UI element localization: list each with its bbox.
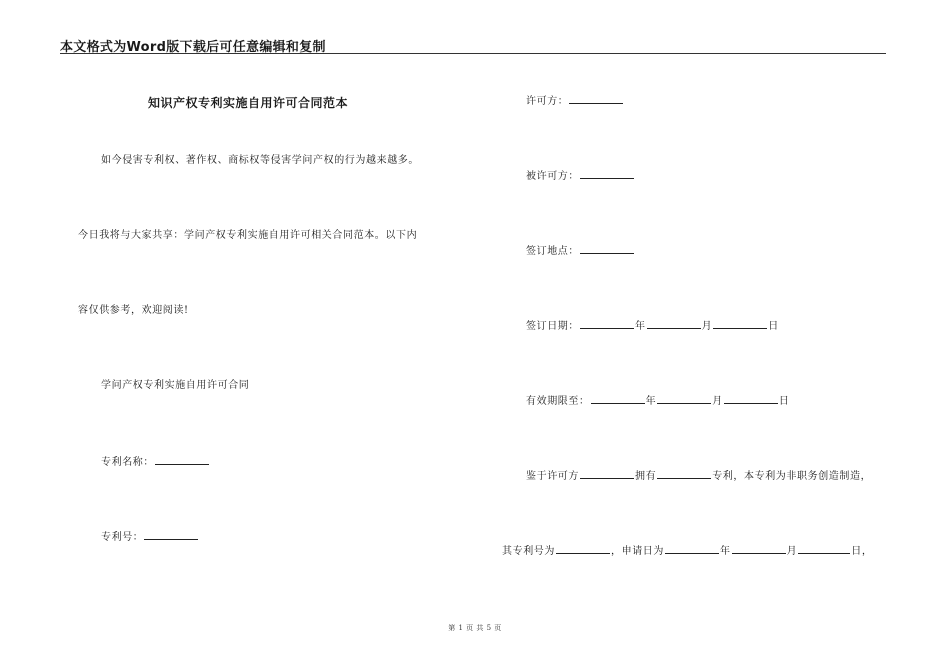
licensee-line — [526, 169, 635, 183]
clause1-part-c: 专利，本专利为非职务创造制造， — [712, 471, 872, 482]
patent-name-blank — [155, 455, 209, 465]
clause2-part-b: ，申请日为 — [611, 546, 664, 557]
sign-place-blank — [580, 244, 634, 254]
licensee-blank — [580, 169, 634, 179]
contract-title: 学问产权专利实施自用许可合同 — [101, 380, 250, 391]
patent-no-label: 专利号： — [101, 532, 144, 543]
clause2-part-a: 其专利号为 — [502, 546, 555, 557]
clause2-part-d: 月 — [786, 546, 798, 557]
sign-day-unit: 日 — [768, 321, 779, 332]
clause1-part-b: 拥有 — [635, 471, 657, 482]
clause-patent-no-blank — [556, 544, 610, 554]
sign-place-line — [526, 244, 635, 258]
sign-month-unit: 月 — [701, 321, 713, 332]
valid-day-unit: 日 — [778, 396, 790, 407]
sign-year-unit: 年 — [635, 321, 646, 332]
licensor-line — [526, 94, 624, 108]
intro-line-3: 容仅供参考，欢迎阅读! — [78, 305, 189, 316]
clause2-part-c: 年 — [720, 546, 731, 557]
sign-year-blank — [580, 319, 634, 329]
page-number: 第 1 页 共 5 页 — [448, 624, 502, 632]
patent-no-line — [101, 530, 199, 544]
document-header: 本文格式为Word版下载后可任意编辑和复制 — [60, 40, 326, 55]
sign-day-blank — [713, 319, 767, 329]
intro-line-1: 如今侵害专利权、著作权、商标权等侵害学问产权的行为越来越多。 — [101, 155, 419, 166]
valid-day-blank — [724, 394, 778, 404]
sign-date-label: 签订日期： — [526, 321, 579, 332]
valid-year-blank — [591, 394, 645, 404]
patent-name-line — [101, 455, 210, 469]
clause1-part-a: 鉴于许可方 — [526, 471, 579, 482]
apply-month-blank — [732, 544, 786, 554]
intro-line-2: 今日我将与大家共享：学问产权专利实施自用许可相关合同范本。以下内 — [78, 230, 418, 241]
clause-line-1 — [526, 469, 871, 483]
valid-until-line — [526, 394, 789, 408]
licensor-blank — [569, 94, 623, 104]
patent-name-label: 专利名称： — [101, 457, 154, 468]
apply-year-blank — [665, 544, 719, 554]
valid-month-unit: 月 — [712, 396, 723, 407]
header-divider — [60, 53, 886, 54]
valid-year-unit: 年 — [645, 396, 657, 407]
licensor-label: 许可方： — [526, 96, 569, 107]
sign-month-blank — [647, 319, 701, 329]
clause-line-2 — [502, 544, 872, 558]
clause2-part-e: 日， — [851, 546, 873, 557]
sign-date-line — [526, 319, 779, 333]
patent-blank — [657, 469, 711, 479]
sign-place-label: 签订地点： — [526, 246, 579, 257]
document-title: 知识产权专利实施自用许可合同范本 — [148, 96, 349, 110]
valid-until-label: 有效期限至： — [526, 396, 590, 407]
licensee-label: 被许可方： — [526, 171, 579, 182]
licensor-name-blank — [580, 469, 634, 479]
valid-month-blank — [657, 394, 711, 404]
apply-day-blank — [798, 544, 850, 554]
patent-no-blank — [144, 530, 198, 540]
